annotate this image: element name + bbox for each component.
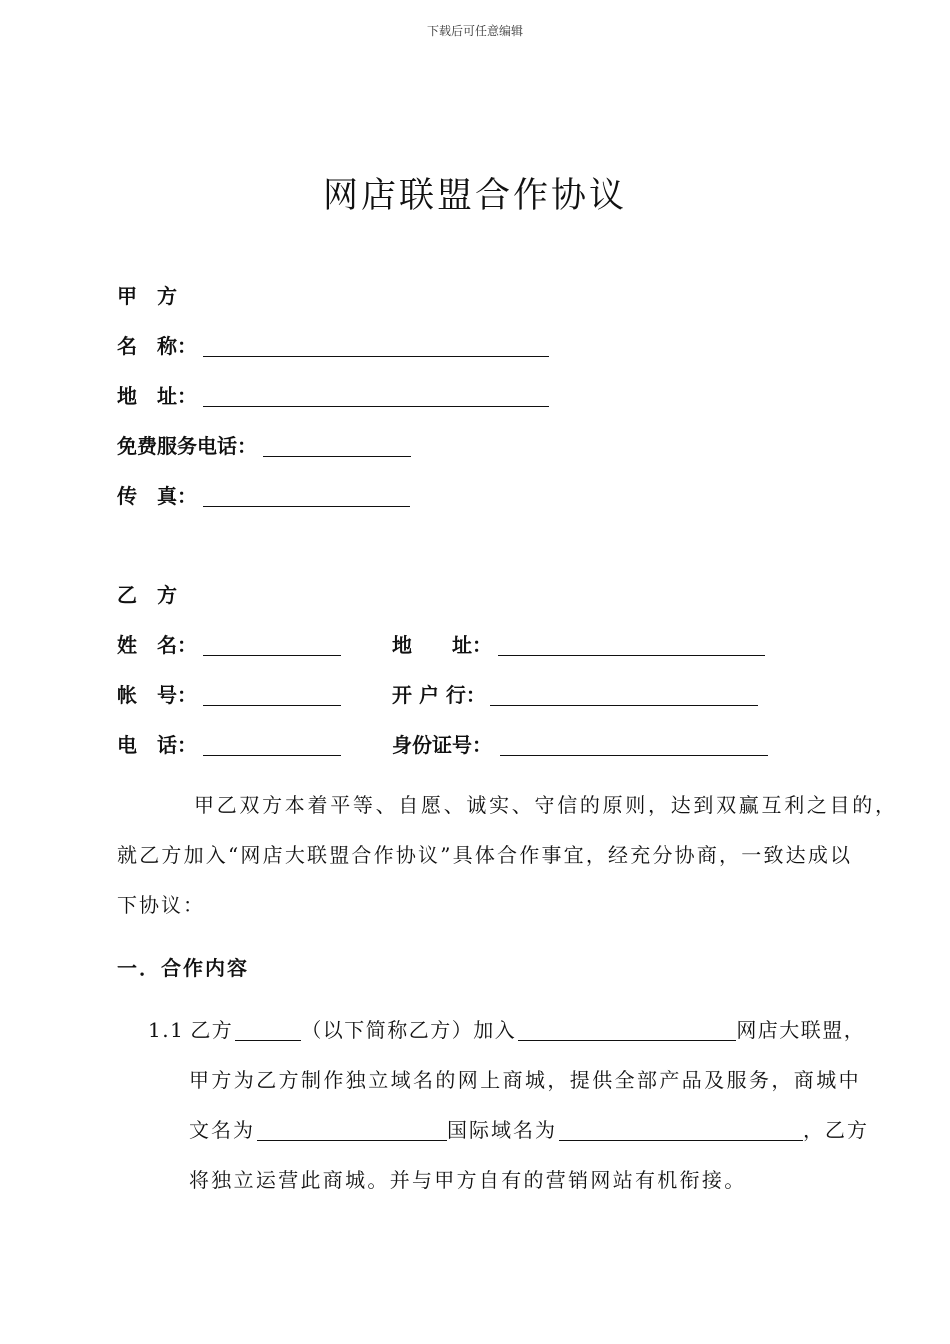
clause-text: 国际域名为	[447, 1118, 557, 1142]
party-b-account-field[interactable]	[203, 685, 341, 706]
clause-text: ，乙方	[803, 1118, 869, 1142]
party-b-id-label: 身份证号：	[392, 733, 492, 757]
party-b-id-row	[392, 729, 768, 758]
clause-1-1-line-3	[189, 1114, 869, 1143]
party-a-name-label: 名 称：	[117, 334, 197, 358]
party-a-address-field[interactable]	[203, 386, 549, 407]
party-a-heading: 甲 方	[117, 284, 177, 308]
party-b-account-label: 帐 号：	[117, 683, 197, 707]
international-domain-field[interactable]	[559, 1120, 803, 1141]
party-b-name-row	[117, 629, 341, 658]
clause-text: 乙方	[190, 1018, 234, 1042]
party-b-name-field[interactable]	[203, 635, 341, 656]
party-b-phone-row	[117, 729, 341, 758]
intro-line-2: 就乙方加入“网店大联盟合作协议”具体合作事宜，经充分协商，一致达成以	[117, 843, 853, 867]
clause-text: 网店大联盟，	[736, 1018, 866, 1042]
alliance-name-field[interactable]	[518, 1020, 736, 1041]
section-1-heading: 一．合作内容	[117, 956, 249, 980]
party-a-fax-row	[117, 480, 410, 509]
party-b-shop-name-field[interactable]	[235, 1020, 301, 1041]
party-b-bank-label: 开 户 行：	[392, 683, 486, 707]
party-a-address-label: 地 址：	[117, 384, 197, 408]
party-b-address-row	[392, 629, 765, 658]
party-b-phone-field[interactable]	[203, 735, 341, 756]
party-a-name-field[interactable]	[203, 336, 549, 357]
intro-line-3: 下协议：	[117, 893, 205, 917]
clause-text: （以下简称乙方）加入	[301, 1018, 517, 1042]
party-a-address-row	[117, 380, 549, 409]
clause-1-1-line-1	[148, 1014, 865, 1043]
clause-number: 1.1	[148, 1018, 185, 1042]
party-a-phone-field[interactable]	[263, 436, 411, 457]
party-a-name-row	[117, 330, 549, 359]
party-b-phone-label: 电 话：	[117, 733, 197, 757]
clause-1-1-line-4: 将独立运营此商城。并与甲方自有的营销网站有机衔接。	[189, 1168, 747, 1192]
party-b-name-label: 姓 名：	[117, 633, 197, 657]
party-b-address-field[interactable]	[498, 635, 765, 656]
party-a-fax-field[interactable]	[203, 486, 410, 507]
intro-line-1: 甲乙双方本着平等、自愿、诚实、守信的原则，达到双赢互利之目的，	[194, 793, 898, 817]
party-b-address-label: 地 址：	[392, 633, 492, 657]
party-a-fax-label: 传 真：	[117, 484, 197, 508]
party-a-phone-row	[117, 430, 411, 459]
party-b-bank-field[interactable]	[490, 685, 758, 706]
party-b-bank-row	[392, 679, 758, 708]
chinese-domain-field[interactable]	[257, 1120, 447, 1141]
party-a-phone-label: 免费服务电话：	[117, 434, 257, 458]
page-title: 网店联盟合作协议	[322, 176, 627, 216]
header-note: 下载后可任意编辑	[426, 24, 523, 38]
clause-1-1-line-2: 甲方为乙方制作独立域名的网上商城，提供全部产品及服务，商城中	[189, 1068, 861, 1092]
party-b-account-row	[117, 679, 341, 708]
party-b-id-field[interactable]	[500, 735, 768, 756]
clause-text: 文名为	[189, 1118, 255, 1142]
party-b-heading: 乙 方	[117, 583, 177, 607]
